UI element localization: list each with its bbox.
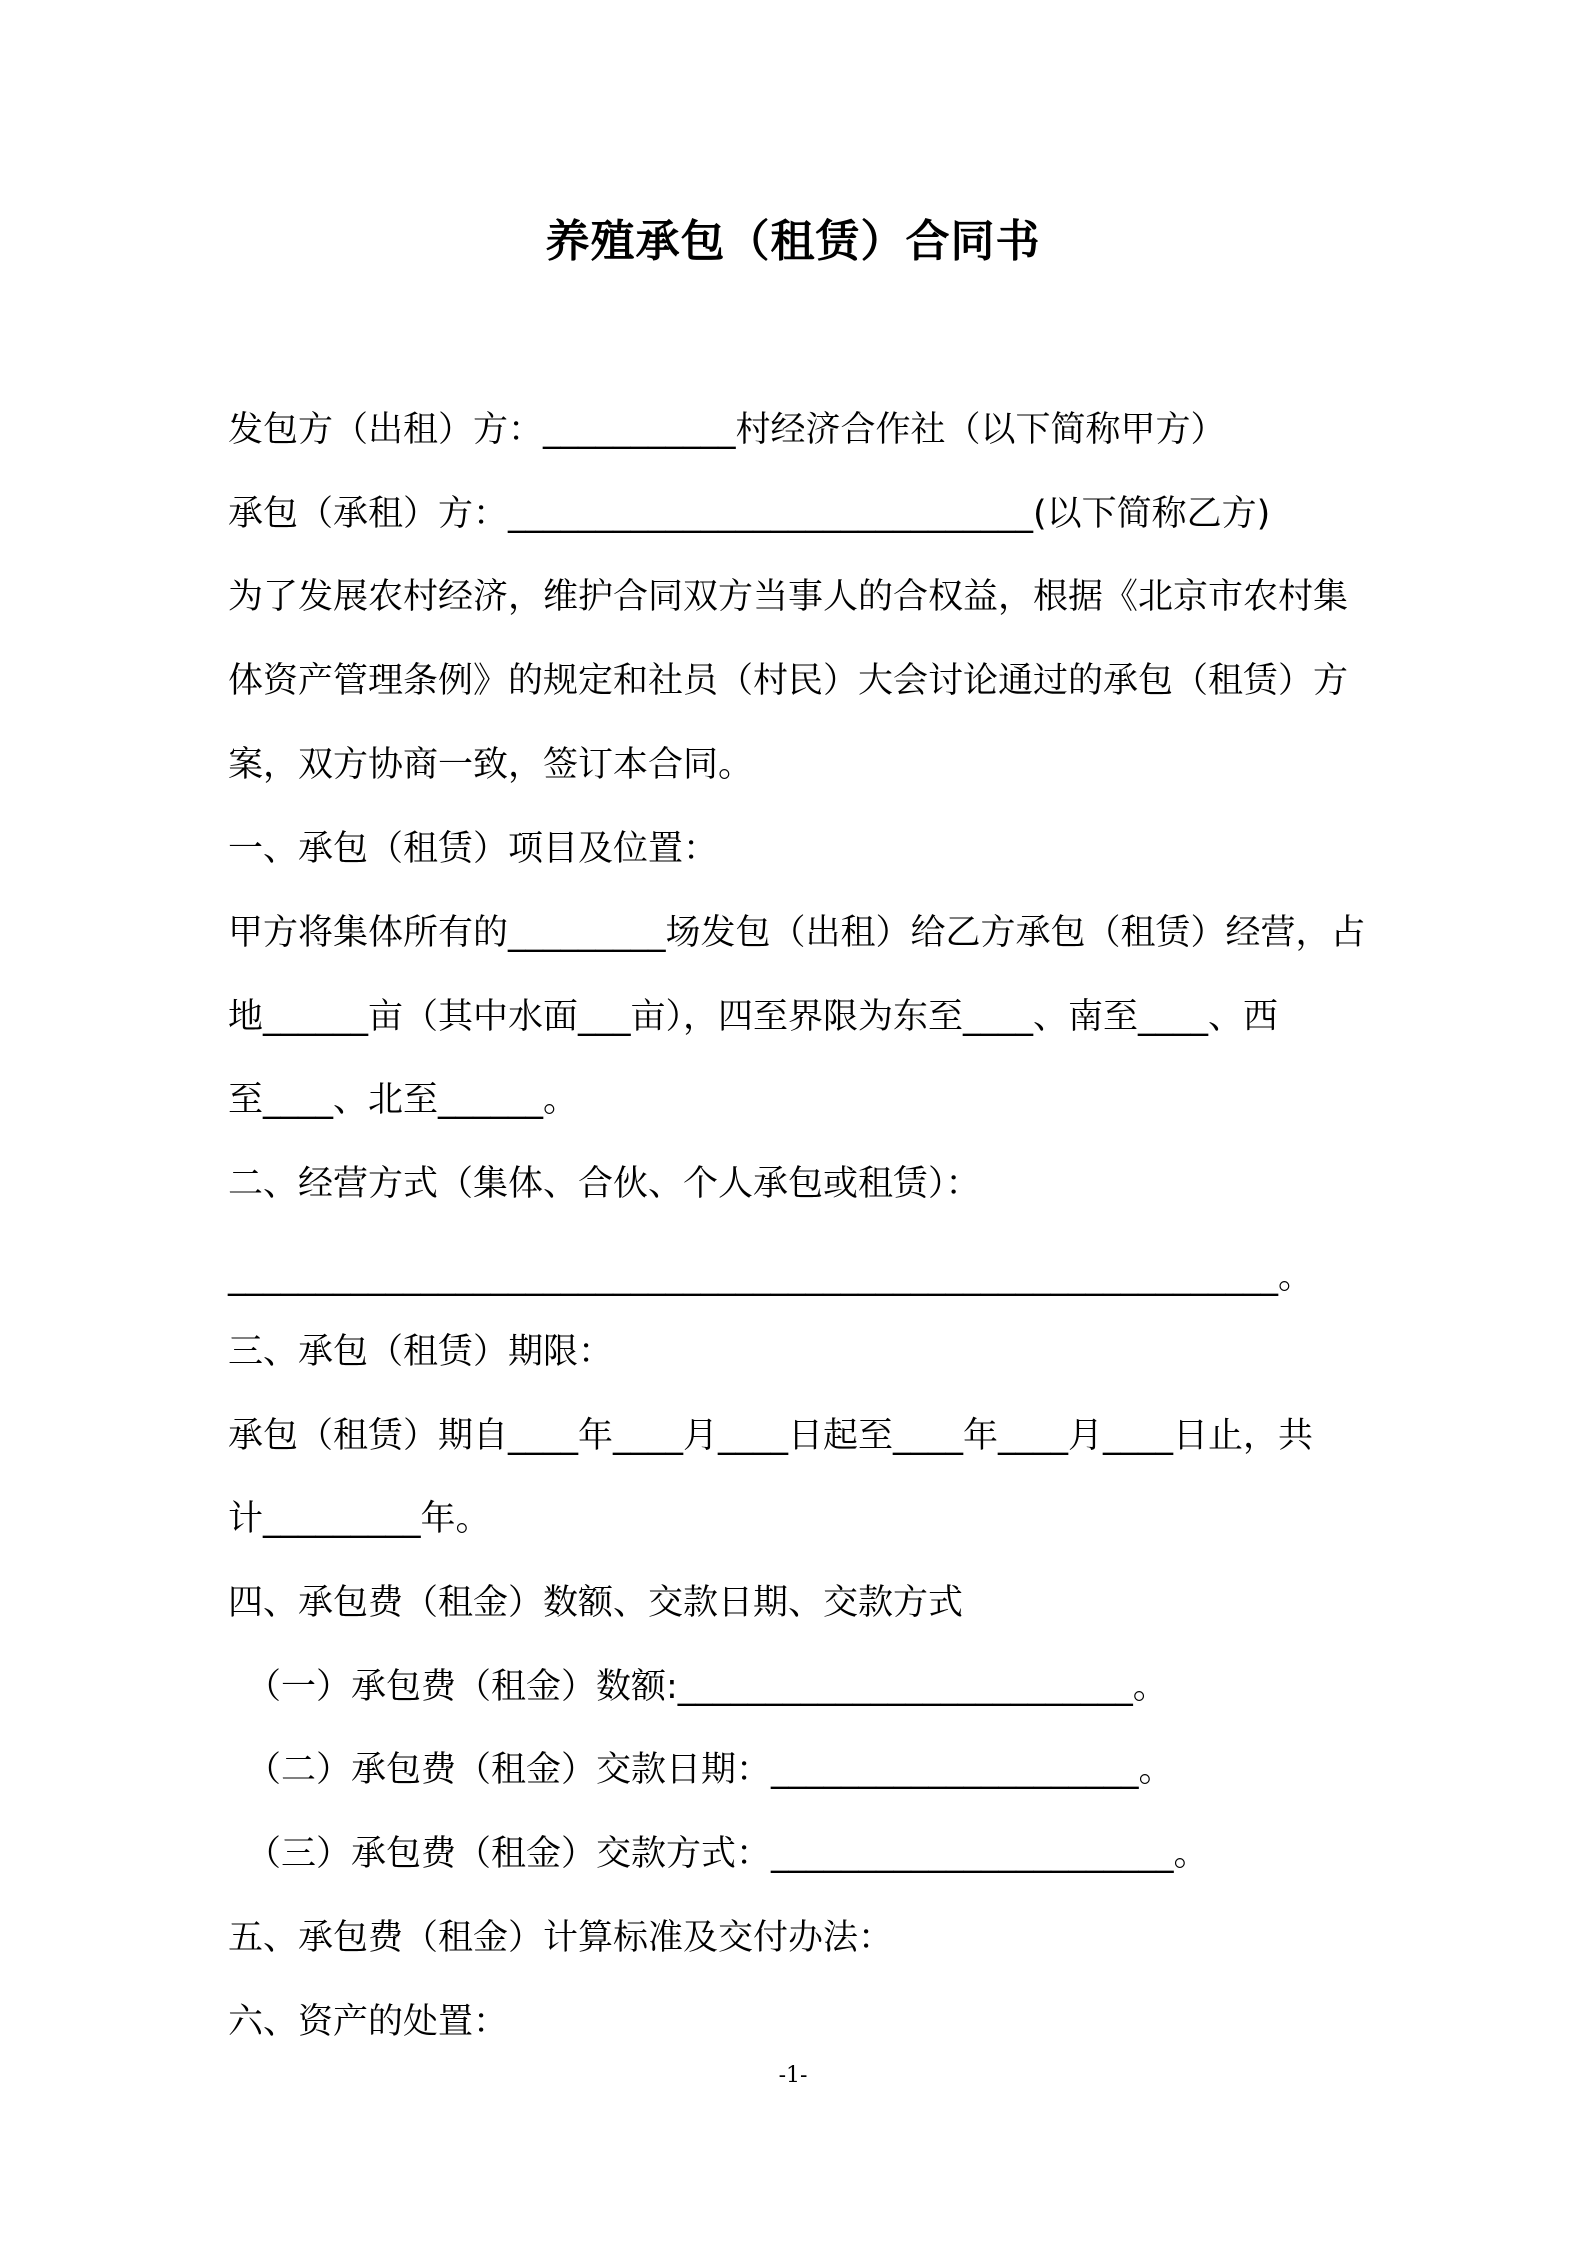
section-1-text-3: 至____、北至______。 <box>228 1080 579 1120</box>
preamble-line-2: 体资产管理条例》的规定和社员（村民）大会讨论通过的承包（租赁）方 <box>228 661 1349 701</box>
page-number: -1- <box>778 2063 808 2088</box>
preamble-line-1: 为了发展农村经济，维护合同双方当事人的合权益，根据《北京市农村集 <box>228 577 1349 617</box>
section-4-item-1: （一）承包费（租金）数额:__________________________。 <box>246 1667 1168 1707</box>
section-3-text-2: 计_________年。 <box>228 1499 491 1539</box>
section-1-text-1: 甲方将集体所有的_________场发包（出租）给乙方承包（租赁）经营，占 <box>228 913 1366 953</box>
preamble-line-3: 案，双方协商一致，签订本合同。 <box>228 745 754 785</box>
section-2-blank-line: ____________________________________________________________。 <box>228 1257 1314 1297</box>
section-4-item-2: （二）承包费（租金）交款日期：_____________________。 <box>246 1750 1174 1790</box>
section-4-heading: 四、承包费（租金）数额、交款日期、交款方式 <box>228 1583 964 1623</box>
document-title: 养殖承包（租赁）合同书 <box>545 216 1041 267</box>
section-6-heading: 六、资产的处置： <box>228 2002 509 2042</box>
party-a-line: 发包方（出租）方：___________村经济合作社（以下简称甲方） <box>228 410 1226 450</box>
section-3-text-1: 承包（租赁）期自____年____月____日起至____年____月____日止，共 <box>228 1416 1314 1456</box>
section-5-heading: 五、承包费（租金）计算标准及交付办法： <box>228 1918 894 1958</box>
section-1-text-2: 地______亩（其中水面___亩），四至界限为东至____、南至____、西 <box>228 997 1279 1037</box>
party-b-line: 承包（承租）方：______________________________(以下简称乙方) <box>228 494 1271 534</box>
section-3-heading: 三、承包（租赁）期限： <box>228 1332 614 1372</box>
section-1-heading: 一、承包（租赁）项目及位置： <box>228 829 719 869</box>
section-4-item-3: （三）承包费（租金）交款方式：_______________________。 <box>246 1834 1209 1874</box>
section-2-heading: 二、经营方式（集体、合伙、个人承包或租赁）： <box>228 1164 981 1204</box>
